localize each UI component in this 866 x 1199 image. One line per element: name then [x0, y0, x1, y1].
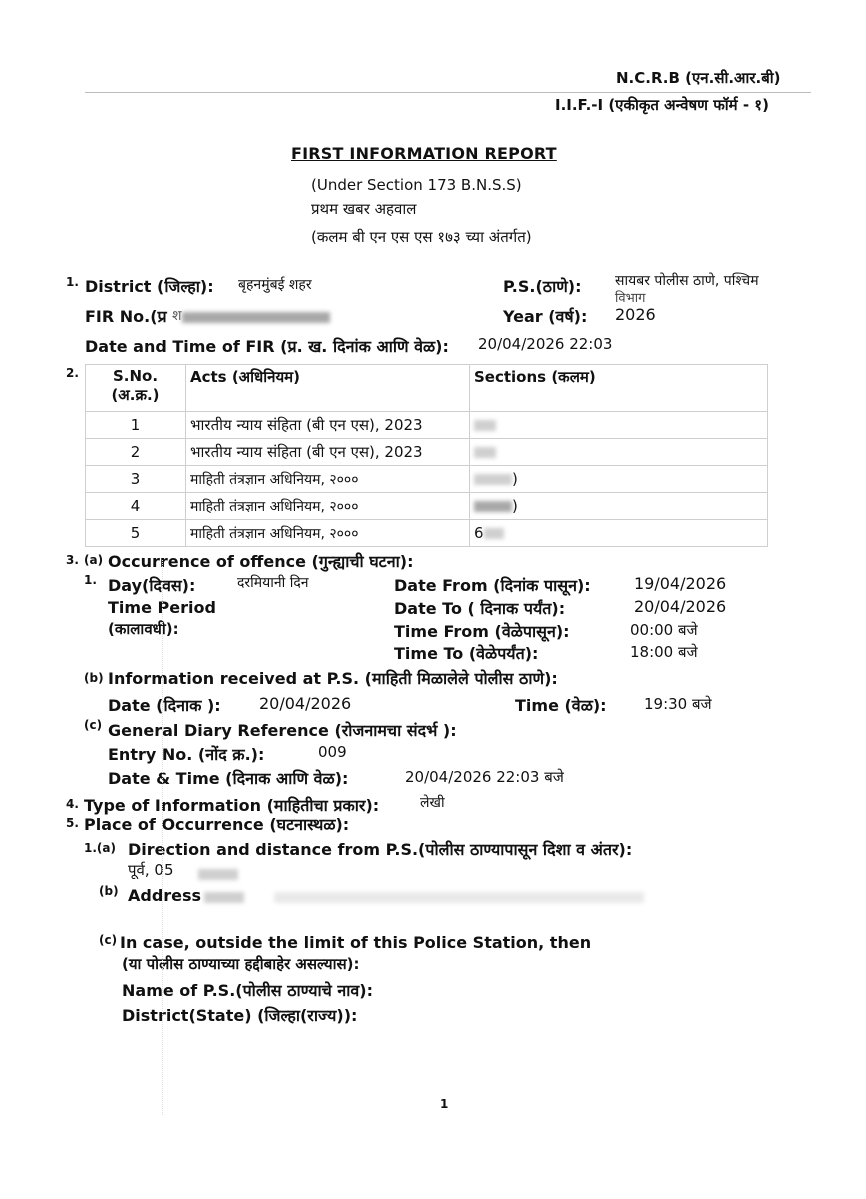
- address-redacted: [204, 888, 644, 906]
- time-period-label: Time Period: [108, 598, 216, 617]
- fir-value-fragment: श: [172, 308, 182, 324]
- year-value: 2026: [615, 305, 656, 324]
- row-sno: 1: [86, 412, 186, 439]
- header-divider: [85, 92, 811, 93]
- row-section: [470, 520, 768, 547]
- info-time-label: Time (वेळ):: [515, 696, 607, 715]
- marathi-title: प्रथम खबर अहवाल: [311, 200, 417, 218]
- row-sno: 2: [86, 439, 186, 466]
- section-3c-letter: (c): [84, 718, 103, 732]
- row-act: भारतीय न्याय संहिता (बी एन एस), 2023: [186, 439, 470, 466]
- fir-number-redacted: [182, 308, 332, 326]
- sections-header: Sections (कलम): [470, 365, 768, 412]
- sno-header-label-mr: (अ.क्र.): [111, 386, 160, 404]
- fir-datetime-label: Date and Time of FIR (प्र. ख. दिनांक आणि वेळ):: [85, 337, 449, 356]
- row-section: [470, 466, 768, 493]
- marathi-section: (कलम बी एन एस एस १७३ च्या अंतर्गत): [311, 228, 532, 246]
- direction-label: Direction and distance from P.S.(पोलीस ठाण्यापासून दिशा व अंतर):: [128, 840, 633, 859]
- section-3-number: 3.: [66, 553, 79, 567]
- section-5c-letter: (c): [99, 933, 118, 947]
- diary-datetime-value: 20/04/2026 22:03 बजे: [405, 768, 564, 786]
- section-1-number: 1.: [66, 275, 79, 289]
- place-label: Place of Occurrence (घटनास्थळ):: [84, 815, 350, 834]
- table-row: [86, 412, 768, 439]
- outside-limit-label: In case, outside the limit of this Police Station, then: [120, 933, 592, 952]
- section-2-number: 2.: [66, 366, 79, 380]
- ps-value-line1: सायबर पोलीस ठाणे, पश्चिम: [615, 273, 759, 289]
- under-section: (Under Section 173 B.N.S.S): [311, 176, 522, 194]
- fir-datetime-value: 20/04/2026 22:03: [478, 335, 613, 353]
- entry-no-label: Entry No. (नोंद क्र.):: [108, 745, 265, 764]
- date-from-label: Date From (दिनांक पासून):: [394, 576, 591, 595]
- table-row: [86, 466, 768, 493]
- time-from-value: 00:00 बजे: [630, 621, 698, 639]
- page-title: FIRST INFORMATION REPORT: [291, 144, 557, 163]
- ps-value-line2: विभाग: [615, 291, 646, 306]
- year-label: Year (वर्ष):: [503, 307, 588, 326]
- acts-header: Acts (अधिनियम): [186, 365, 470, 412]
- row-section: [470, 412, 768, 439]
- sno-header-label: S.No.: [112, 367, 159, 385]
- address-label: Address: [128, 886, 202, 905]
- date-to-value: 20/04/2026: [634, 597, 727, 616]
- direction-redacted: [198, 865, 238, 883]
- entry-no-value: 009: [318, 743, 347, 761]
- row-act: माहिती तंत्रज्ञान अधिनियम, २०००: [186, 466, 470, 493]
- ncrb-header: N.C.R.B (एन.सी.आर.बी): [616, 69, 781, 87]
- district-value: बृहनमुंबई शहर: [238, 277, 312, 293]
- info-date-value: 20/04/2026: [259, 694, 352, 713]
- time-from-label: Time From (वेळेपासून):: [394, 622, 570, 641]
- acts-table: [85, 364, 768, 547]
- time-to-label: Time To (वेळेपर्यंत):: [394, 644, 539, 663]
- row-sno: 5: [86, 520, 186, 547]
- page-number: 1: [440, 1097, 449, 1111]
- diary-reference-label: General Diary Reference (रोजनामचा संदर्भ ):: [108, 721, 457, 740]
- diary-datetime-label: Date & Time (दिनाक आणि वेळ):: [108, 769, 349, 788]
- row-sno: 4: [86, 493, 186, 520]
- info-received-label: Information received at P.S. (माहिती मिळालेले पोलीस ठाणे):: [108, 669, 558, 688]
- direction-value: पूर्व, 05: [128, 861, 174, 879]
- row-act: भारतीय न्याय संहिता (बी एन एस), 2023: [186, 412, 470, 439]
- row-section: [470, 439, 768, 466]
- row-act: माहिती तंत्रज्ञान अधिनियम, २०००: [186, 520, 470, 547]
- ps-label: P.S.(ठाणे):: [503, 277, 582, 296]
- info-date-label: Date (दिनाक ):: [108, 696, 221, 715]
- fir-label: FIR No.(प्र: [85, 307, 167, 326]
- district-state-label: District(State) (जिल्हा(राज्य)):: [122, 1006, 358, 1025]
- time-period-label-mr: (कालावधी):: [108, 620, 179, 638]
- row-section: [470, 493, 768, 520]
- iif-header: I.I.F.-I (एकीकृत अन्वेषण फॉर्म - १): [555, 96, 769, 114]
- row-sno: 3: [86, 466, 186, 493]
- info-time-value: 19:30 बजे: [644, 695, 712, 713]
- info-type-value: लेखी: [420, 795, 445, 811]
- section-5-number: 5.: [66, 816, 79, 830]
- section-4-number: 4.: [66, 797, 79, 811]
- day-label: Day(दिवस):: [108, 576, 196, 595]
- section-5b-letter: (b): [99, 884, 119, 898]
- row-section-text: ): [512, 470, 518, 488]
- section-3a-letter: (a): [84, 553, 104, 567]
- occurrence-label: Occurrence of offence (गुन्ह्याची घटना):: [108, 552, 414, 571]
- table-row: [86, 493, 768, 520]
- row-section-text: 6: [474, 524, 484, 542]
- district-label: District (जिल्हा):: [85, 277, 214, 296]
- faint-vertical-line: [162, 560, 163, 1115]
- ps-name-label: Name of P.S.(पोलीस ठाण्याचे नाव):: [122, 981, 374, 1000]
- table-row: [86, 439, 768, 466]
- section-3b-letter: (b): [84, 671, 104, 685]
- section-5a-number: 1.(a): [84, 841, 116, 855]
- row-section-text: ): [512, 497, 518, 515]
- sno-header: [86, 365, 186, 412]
- day-value: दरमियानी दिन: [237, 575, 309, 591]
- date-from-value: 19/04/2026: [634, 574, 727, 593]
- info-type-label: Type of Information (माहितीचा प्रकार):: [84, 796, 380, 815]
- acts-table-header: [86, 365, 768, 412]
- table-row: [86, 520, 768, 547]
- date-to-label: Date To ( दिनाक पर्यंत):: [394, 599, 566, 618]
- row-act: माहिती तंत्रज्ञान अधिनियम, २०००: [186, 493, 470, 520]
- section-3a-sub-number: 1.: [84, 573, 97, 587]
- time-to-value: 18:00 बजे: [630, 643, 698, 661]
- outside-limit-label-mr: (या पोलीस ठाण्याच्या हद्दीबाहेर असल्यास):: [122, 955, 360, 973]
